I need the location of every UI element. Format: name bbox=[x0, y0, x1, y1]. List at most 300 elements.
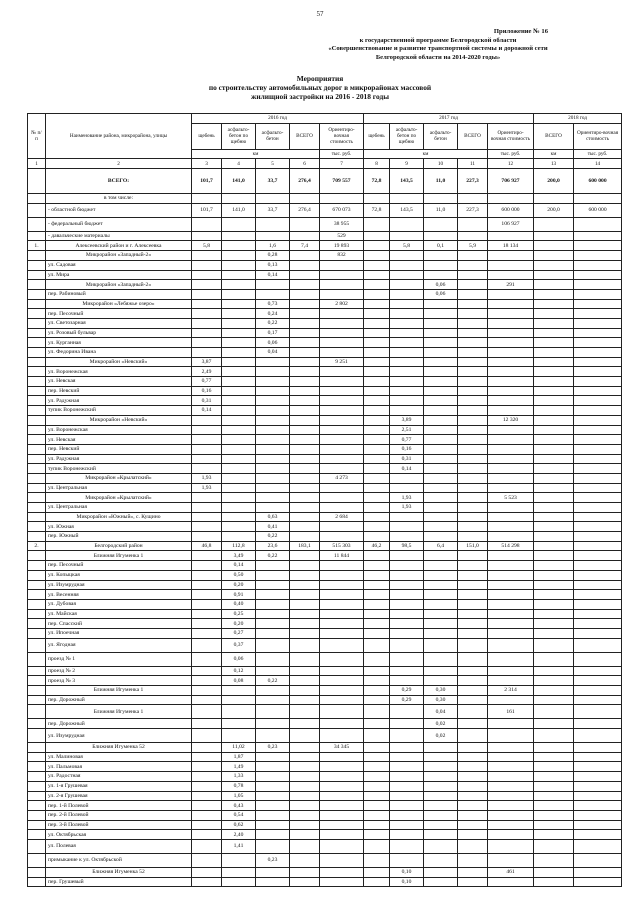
table-row bbox=[28, 396, 622, 406]
row-value bbox=[390, 590, 424, 600]
row-value bbox=[574, 522, 622, 532]
row-value bbox=[458, 473, 488, 483]
row-value: 0,22 bbox=[256, 676, 290, 686]
row-number: 2. bbox=[28, 541, 46, 551]
row-value bbox=[488, 853, 534, 867]
row-value bbox=[222, 415, 256, 425]
row-value bbox=[364, 532, 390, 542]
row-value bbox=[534, 580, 574, 590]
row-value bbox=[256, 493, 290, 503]
row-value bbox=[458, 830, 488, 840]
appendix-line: Белгородской области на 2014-2020 годы» bbox=[375, 53, 501, 61]
row-value bbox=[256, 473, 290, 483]
row-value bbox=[488, 839, 534, 853]
row-value: 0,27 bbox=[222, 628, 256, 638]
row-value bbox=[192, 791, 222, 801]
row-value bbox=[424, 666, 458, 676]
row-value bbox=[574, 425, 622, 435]
row-value bbox=[458, 652, 488, 666]
row-name: пер. 3-й Полевой bbox=[46, 820, 192, 830]
row-value bbox=[192, 628, 222, 638]
row-value bbox=[424, 483, 458, 493]
row-value bbox=[320, 367, 364, 377]
row-value bbox=[256, 801, 290, 811]
row-value bbox=[574, 676, 622, 686]
row-value bbox=[290, 743, 320, 753]
row-number bbox=[28, 532, 46, 542]
row-value bbox=[390, 705, 424, 719]
row-value: 112,8 bbox=[222, 541, 256, 551]
row-value bbox=[364, 493, 390, 503]
row-value bbox=[222, 503, 256, 513]
row-value bbox=[290, 729, 320, 743]
row-value bbox=[320, 522, 364, 532]
table-row bbox=[28, 729, 622, 743]
table-row bbox=[28, 762, 622, 772]
row-value bbox=[390, 251, 424, 261]
row-value bbox=[574, 454, 622, 464]
row-value bbox=[290, 377, 320, 387]
cost-header: Ориентиро-вочная стоимость bbox=[488, 123, 534, 149]
row-value bbox=[222, 532, 256, 542]
row-value: 0,16 bbox=[192, 386, 222, 396]
row-name: ул. Мира bbox=[46, 270, 192, 280]
row-value bbox=[390, 619, 424, 629]
row-number bbox=[28, 299, 46, 309]
row-value bbox=[222, 194, 256, 204]
year-2018-header: 2018 год bbox=[534, 114, 622, 124]
row-value bbox=[364, 260, 390, 270]
table-row bbox=[28, 695, 622, 705]
row-name: ул. Изумрудная bbox=[46, 580, 192, 590]
row-value bbox=[290, 493, 320, 503]
row-value bbox=[290, 289, 320, 299]
row-value bbox=[534, 695, 574, 705]
row-value bbox=[222, 877, 256, 887]
row-number bbox=[28, 810, 46, 820]
row-value bbox=[458, 781, 488, 791]
row-value bbox=[488, 328, 534, 338]
row-value bbox=[256, 406, 290, 416]
table-row bbox=[28, 781, 622, 791]
row-value bbox=[364, 425, 390, 435]
row-number bbox=[28, 309, 46, 319]
row-value bbox=[256, 444, 290, 454]
row-number bbox=[28, 638, 46, 652]
row-value: 0,12 bbox=[222, 666, 256, 676]
row-number bbox=[28, 435, 46, 445]
row-value: 0,14 bbox=[192, 406, 222, 416]
row-value bbox=[574, 444, 622, 454]
row-value bbox=[424, 599, 458, 609]
year-2016-header: 2016 год bbox=[192, 114, 364, 124]
row-number bbox=[28, 628, 46, 638]
row-value bbox=[574, 217, 622, 231]
cost-header: Ориентиро-вочная стоимость bbox=[574, 123, 622, 149]
row-value bbox=[574, 609, 622, 619]
row-value bbox=[256, 415, 290, 425]
row-value bbox=[458, 599, 488, 609]
row-value: 529 bbox=[320, 231, 364, 241]
row-value bbox=[290, 609, 320, 619]
row-value bbox=[534, 820, 574, 830]
row-number bbox=[28, 561, 46, 571]
row-value bbox=[488, 719, 534, 729]
row-value bbox=[534, 666, 574, 676]
row-name: Микрорайон «Южный», с. Кущино bbox=[46, 512, 192, 522]
row-value: 5,9 bbox=[458, 241, 488, 251]
table-row bbox=[28, 328, 622, 338]
row-number bbox=[28, 752, 46, 762]
row-value bbox=[364, 719, 390, 729]
row-value bbox=[390, 289, 424, 299]
row-value bbox=[390, 483, 424, 493]
row-value bbox=[458, 561, 488, 571]
row-value bbox=[192, 619, 222, 629]
row-value bbox=[320, 781, 364, 791]
row-value bbox=[364, 270, 390, 280]
row-value bbox=[290, 695, 320, 705]
row-value bbox=[290, 357, 320, 367]
row-value bbox=[192, 299, 222, 309]
row-value bbox=[192, 853, 222, 867]
row-value bbox=[256, 194, 290, 204]
roads-table bbox=[27, 113, 622, 887]
row-value bbox=[390, 299, 424, 309]
table-row bbox=[28, 348, 622, 358]
row-value bbox=[256, 367, 290, 377]
row-value bbox=[390, 820, 424, 830]
row-value bbox=[256, 425, 290, 435]
row-name: Ближняя Игуменка 1 bbox=[46, 551, 192, 561]
row-value bbox=[458, 194, 488, 204]
row-value bbox=[290, 599, 320, 609]
row-name: пер. Невский bbox=[46, 444, 192, 454]
row-value bbox=[364, 877, 390, 887]
row-value bbox=[488, 743, 534, 753]
row-value bbox=[574, 762, 622, 772]
table-body bbox=[28, 169, 622, 887]
row-value: 143,5 bbox=[390, 169, 424, 194]
row-value: 0,25 bbox=[222, 609, 256, 619]
title-line: Мероприятия bbox=[296, 74, 344, 83]
row-value: 0,22 bbox=[256, 532, 290, 542]
row-number bbox=[28, 338, 46, 348]
row-value bbox=[424, 609, 458, 619]
table-row bbox=[28, 194, 622, 204]
row-value bbox=[534, 522, 574, 532]
row-value bbox=[390, 570, 424, 580]
row-value bbox=[364, 781, 390, 791]
row-value bbox=[320, 609, 364, 619]
row-value bbox=[192, 280, 222, 290]
row-value: 0,10 bbox=[390, 877, 424, 887]
row-value bbox=[424, 580, 458, 590]
row-value bbox=[364, 801, 390, 811]
row-value bbox=[222, 483, 256, 493]
row-value bbox=[574, 743, 622, 753]
row-value bbox=[290, 820, 320, 830]
row-value bbox=[222, 289, 256, 299]
row-number bbox=[28, 367, 46, 377]
table-row bbox=[28, 444, 622, 454]
row-value bbox=[256, 752, 290, 762]
row-value bbox=[364, 338, 390, 348]
row-value: 0,31 bbox=[390, 454, 424, 464]
row-value bbox=[290, 406, 320, 416]
row-value bbox=[390, 752, 424, 762]
row-value bbox=[390, 599, 424, 609]
row-value bbox=[574, 867, 622, 877]
row-value bbox=[222, 473, 256, 483]
row-value bbox=[364, 609, 390, 619]
row-value: 3,89 bbox=[390, 415, 424, 425]
row-number bbox=[28, 609, 46, 619]
row-value bbox=[574, 367, 622, 377]
row-value bbox=[574, 348, 622, 358]
row-value bbox=[574, 318, 622, 328]
row-value bbox=[574, 357, 622, 367]
table-row bbox=[28, 318, 622, 328]
row-value bbox=[424, 772, 458, 782]
row-number bbox=[28, 260, 46, 270]
gravel-header: щебень bbox=[364, 123, 390, 149]
row-value bbox=[458, 483, 488, 493]
row-value bbox=[192, 676, 222, 686]
row-value bbox=[458, 309, 488, 319]
row-value bbox=[534, 772, 574, 782]
row-value bbox=[458, 522, 488, 532]
table-row bbox=[28, 217, 622, 231]
row-value bbox=[574, 638, 622, 652]
row-value bbox=[390, 328, 424, 338]
row-value bbox=[534, 280, 574, 290]
row-value bbox=[458, 619, 488, 629]
row-value bbox=[390, 719, 424, 729]
row-value bbox=[192, 289, 222, 299]
row-value bbox=[424, 454, 458, 464]
row-value bbox=[192, 743, 222, 753]
unit-km: км bbox=[534, 149, 574, 159]
row-value bbox=[424, 867, 458, 877]
row-value bbox=[574, 512, 622, 522]
row-number bbox=[28, 415, 46, 425]
row-value bbox=[390, 561, 424, 571]
row-value bbox=[256, 217, 290, 231]
unit-rub: тыс. руб. bbox=[488, 149, 534, 159]
row-value bbox=[290, 762, 320, 772]
row-value bbox=[534, 348, 574, 358]
row-value: 33,7 bbox=[256, 203, 290, 217]
row-name: пер. Невский bbox=[46, 386, 192, 396]
row-number bbox=[28, 396, 46, 406]
row-value bbox=[222, 853, 256, 867]
row-value bbox=[290, 473, 320, 483]
row-value bbox=[222, 241, 256, 251]
asph-on-gravel-header: асфальто-бетон по щебню bbox=[222, 123, 256, 149]
row-value bbox=[424, 743, 458, 753]
year-2017-header: 2017 год bbox=[364, 114, 534, 124]
row-value: 1,93 bbox=[192, 473, 222, 483]
row-value bbox=[256, 386, 290, 396]
table-row bbox=[28, 425, 622, 435]
row-value bbox=[290, 801, 320, 811]
row-value bbox=[290, 318, 320, 328]
row-value bbox=[192, 772, 222, 782]
row-value bbox=[222, 280, 256, 290]
row-value bbox=[320, 454, 364, 464]
row-value bbox=[488, 638, 534, 652]
row-value bbox=[192, 599, 222, 609]
row-value bbox=[390, 406, 424, 416]
row-value bbox=[574, 260, 622, 270]
row-value bbox=[534, 241, 574, 251]
row-value bbox=[256, 561, 290, 571]
row-value bbox=[574, 270, 622, 280]
row-value: 200,0 bbox=[534, 169, 574, 194]
row-value bbox=[424, 493, 458, 503]
table-row bbox=[28, 454, 622, 464]
row-value bbox=[424, 415, 458, 425]
row-value: 0,02 bbox=[424, 729, 458, 743]
row-value bbox=[488, 425, 534, 435]
table-row bbox=[28, 719, 622, 729]
row-value bbox=[488, 483, 534, 493]
row-name: Ближняя Игуменка 52 bbox=[46, 867, 192, 877]
row-name: пер. Рабиновый bbox=[46, 289, 192, 299]
row-value bbox=[222, 729, 256, 743]
row-value bbox=[574, 251, 622, 261]
column-number: 11 bbox=[458, 159, 488, 169]
row-value bbox=[574, 532, 622, 542]
row-value bbox=[364, 570, 390, 580]
row-name: Ближняя Игуменка 1 bbox=[46, 705, 192, 719]
row-value: 709 557 bbox=[320, 169, 364, 194]
row-value: 4 273 bbox=[320, 473, 364, 483]
row-name: ул. Изумрудная bbox=[46, 729, 192, 743]
row-value bbox=[424, 619, 458, 629]
row-value bbox=[290, 705, 320, 719]
row-value bbox=[424, 194, 458, 204]
column-number: 4 bbox=[222, 159, 256, 169]
column-number: 1 bbox=[28, 159, 46, 169]
row-value bbox=[458, 444, 488, 454]
row-value bbox=[534, 652, 574, 666]
row-value bbox=[390, 638, 424, 652]
row-name: пер. Дорожный bbox=[46, 695, 192, 705]
row-value: 1,93 bbox=[192, 483, 222, 493]
row-value bbox=[222, 377, 256, 387]
row-value bbox=[192, 638, 222, 652]
row-value bbox=[424, 512, 458, 522]
row-value bbox=[488, 570, 534, 580]
row-value: 514 298 bbox=[488, 541, 534, 551]
table-row bbox=[28, 309, 622, 319]
row-value bbox=[256, 729, 290, 743]
row-value: 0,23 bbox=[256, 743, 290, 753]
row-value bbox=[290, 676, 320, 686]
row-value bbox=[364, 299, 390, 309]
row-value bbox=[222, 719, 256, 729]
row-value bbox=[222, 328, 256, 338]
row-value bbox=[320, 406, 364, 416]
row-value bbox=[290, 561, 320, 571]
row-value bbox=[534, 289, 574, 299]
row-value bbox=[320, 830, 364, 840]
row-value bbox=[192, 705, 222, 719]
row-value: 0,16 bbox=[390, 444, 424, 454]
row-value bbox=[320, 705, 364, 719]
row-value: 706 927 bbox=[488, 169, 534, 194]
table-row bbox=[28, 686, 622, 696]
row-value: 832 bbox=[320, 251, 364, 261]
row-value bbox=[488, 367, 534, 377]
row-name: ул. Воронежская bbox=[46, 425, 192, 435]
row-value bbox=[222, 435, 256, 445]
row-value bbox=[320, 318, 364, 328]
row-value bbox=[458, 512, 488, 522]
row-value bbox=[192, 877, 222, 887]
row-value bbox=[364, 695, 390, 705]
row-value bbox=[534, 473, 574, 483]
row-value bbox=[256, 580, 290, 590]
row-value bbox=[534, 483, 574, 493]
row-value bbox=[364, 280, 390, 290]
row-value bbox=[488, 619, 534, 629]
row-value bbox=[574, 599, 622, 609]
row-value: 3,49 bbox=[222, 551, 256, 561]
row-value bbox=[290, 231, 320, 241]
row-value bbox=[290, 522, 320, 532]
row-number bbox=[28, 483, 46, 493]
row-name: Алексеевский район и г. Алексеевка bbox=[46, 241, 192, 251]
row-value bbox=[424, 217, 458, 231]
table-row bbox=[28, 801, 622, 811]
row-value bbox=[424, 503, 458, 513]
row-value: 461 bbox=[488, 867, 534, 877]
row-value bbox=[290, 444, 320, 454]
row-value bbox=[424, 652, 458, 666]
row-value bbox=[320, 877, 364, 887]
row-value bbox=[256, 289, 290, 299]
row-value: 0,24 bbox=[256, 309, 290, 319]
row-value: 3,87 bbox=[192, 357, 222, 367]
row-number bbox=[28, 357, 46, 367]
row-value bbox=[458, 666, 488, 676]
table-row bbox=[28, 666, 622, 676]
row-value bbox=[534, 877, 574, 887]
row-value bbox=[534, 810, 574, 820]
row-value bbox=[256, 695, 290, 705]
row-value bbox=[488, 512, 534, 522]
row-value bbox=[488, 318, 534, 328]
row-value bbox=[458, 318, 488, 328]
row-value bbox=[290, 435, 320, 445]
row-value: 1,05 bbox=[222, 791, 256, 801]
row-value bbox=[192, 231, 222, 241]
row-value bbox=[320, 853, 364, 867]
row-value bbox=[290, 666, 320, 676]
row-number bbox=[28, 590, 46, 600]
row-value bbox=[290, 772, 320, 782]
row-value bbox=[574, 652, 622, 666]
row-value bbox=[192, 570, 222, 580]
row-value bbox=[192, 830, 222, 840]
row-value bbox=[256, 652, 290, 666]
row-value bbox=[256, 570, 290, 580]
table-row bbox=[28, 386, 622, 396]
row-number bbox=[28, 599, 46, 609]
